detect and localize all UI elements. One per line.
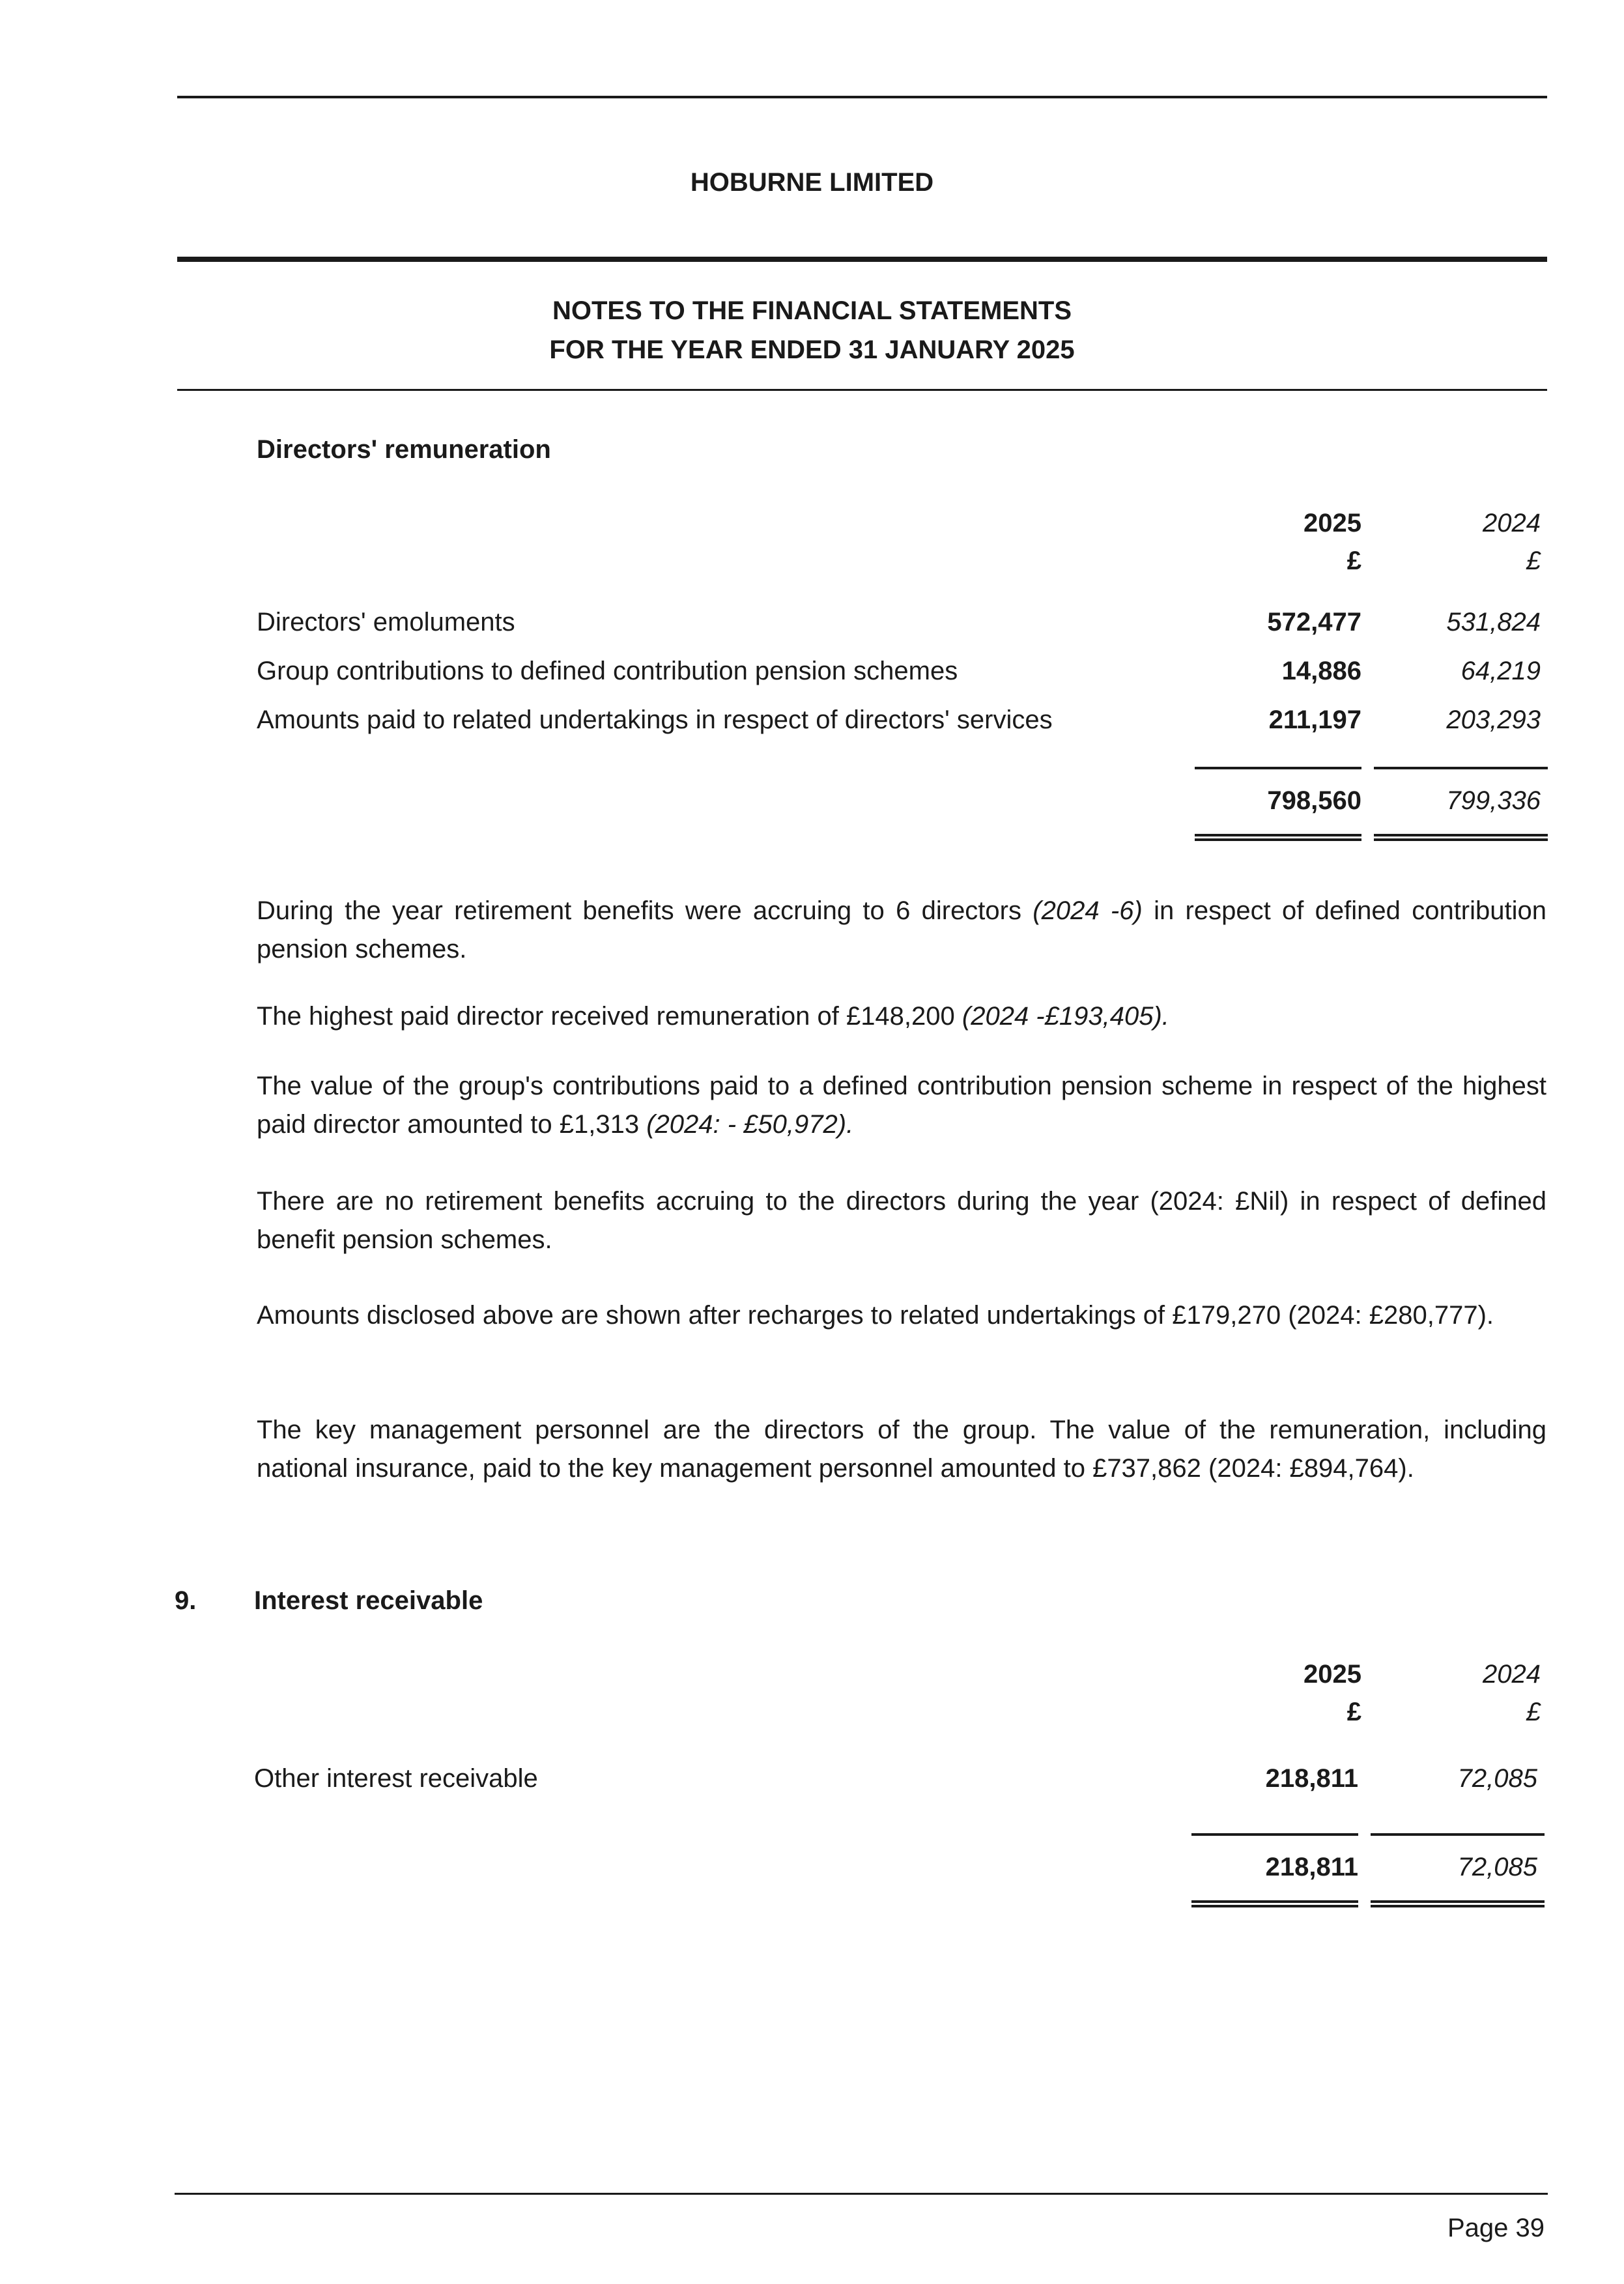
page-number: Page 39 (1447, 2214, 1545, 2242)
total-double-underline-2025 (1195, 834, 1361, 841)
header-bottom-rule (177, 389, 1547, 391)
interest-double-underline-2025 (1191, 1900, 1358, 1907)
row-label-emoluments: Directors' emoluments (257, 608, 515, 636)
col-2024-header: 2024 (1483, 509, 1541, 537)
interest-double-underline-2024 (1371, 1900, 1545, 1907)
directors-total-2025: 798,560 (1267, 786, 1361, 815)
interest-total-2025: 218,811 (1265, 1853, 1358, 1881)
other-interest-2025: 218,811 (1265, 1764, 1358, 1793)
total-double-underline-2024 (1374, 834, 1548, 841)
interest-col-2025-header: 2025 (1303, 1660, 1361, 1689)
period-title: FOR THE YEAR ENDED 31 JANUARY 2025 (549, 335, 1075, 364)
related-undertakings-2024: 203,293 (1446, 706, 1541, 734)
company-name: HOBURNE LIMITED (690, 168, 934, 197)
other-interest-2024: 72,085 (1457, 1764, 1537, 1793)
paragraph-recharges: Amounts disclosed above are shown after recharges to related undertakings of £179,270 (2024: £280,777). (257, 1301, 1494, 1330)
paragraph-retirement-benefits: During the year retirement benefits were accruing to 6 directors (2024 -6) in respect of defined contribution pension schemes. (257, 896, 1546, 964)
interest-underline-2024 (1371, 1833, 1545, 1836)
interest-unit-2024: £ (1526, 1698, 1541, 1726)
unit-2025: £ (1346, 547, 1361, 575)
pension-contributions-2024: 64,219 (1460, 657, 1541, 685)
top-rule (177, 96, 1547, 98)
pension-contributions-2025: 14,886 (1281, 657, 1361, 685)
paragraph-highest-paid: The highest paid director received remuneration of £148,200 (2024 -£193,405). (257, 1002, 1169, 1031)
thick-rule (177, 257, 1547, 262)
directors-remuneration-heading: Directors' remuneration (257, 435, 551, 464)
row-label-pension-contributions: Group contributions to defined contribution pension schemes (257, 657, 958, 685)
interest-receivable-heading: Interest receivable (254, 1586, 483, 1615)
note-number-9: 9. (175, 1586, 197, 1615)
subtotal-underline-2024 (1374, 767, 1548, 769)
footer-rule (175, 2193, 1548, 2195)
unit-2024: £ (1526, 547, 1541, 575)
paragraph-key-management: The key management personnel are the directors of the group. The value of the remuneration, including national insurance, paid to the key management personnel amounted to £737,862 (2024: £894,764). (257, 1416, 1546, 1483)
col-2025-header: 2025 (1303, 509, 1361, 537)
emoluments-2024: 531,824 (1446, 608, 1541, 636)
interest-unit-2025: £ (1346, 1698, 1361, 1726)
emoluments-2025: 572,477 (1267, 608, 1361, 636)
interest-underline-2025 (1191, 1833, 1358, 1836)
directors-total-2024: 799,336 (1446, 786, 1541, 815)
paragraph-group-contributions: The value of the group's contributions paid to a defined contribution pension scheme in respect of the highest paid director amounted to £1,313 (2024: - £50,972). (257, 1072, 1546, 1139)
notes-title: NOTES TO THE FINANCIAL STATEMENTS (552, 296, 1072, 325)
interest-col-2024-header: 2024 (1483, 1660, 1541, 1689)
related-undertakings-2025: 211,197 (1268, 706, 1361, 734)
row-label-related-undertakings: Amounts paid to related undertakings in respect of directors' services (257, 706, 1053, 734)
row-label-other-interest: Other interest receivable (254, 1764, 538, 1793)
interest-total-2024: 72,085 (1457, 1853, 1537, 1881)
subtotal-underline-2025 (1195, 767, 1361, 769)
paragraph-defined-benefit: There are no retirement benefits accruing to the directors during the year (2024: £Nil) in respect of defined benefit pension schemes. (257, 1187, 1546, 1254)
